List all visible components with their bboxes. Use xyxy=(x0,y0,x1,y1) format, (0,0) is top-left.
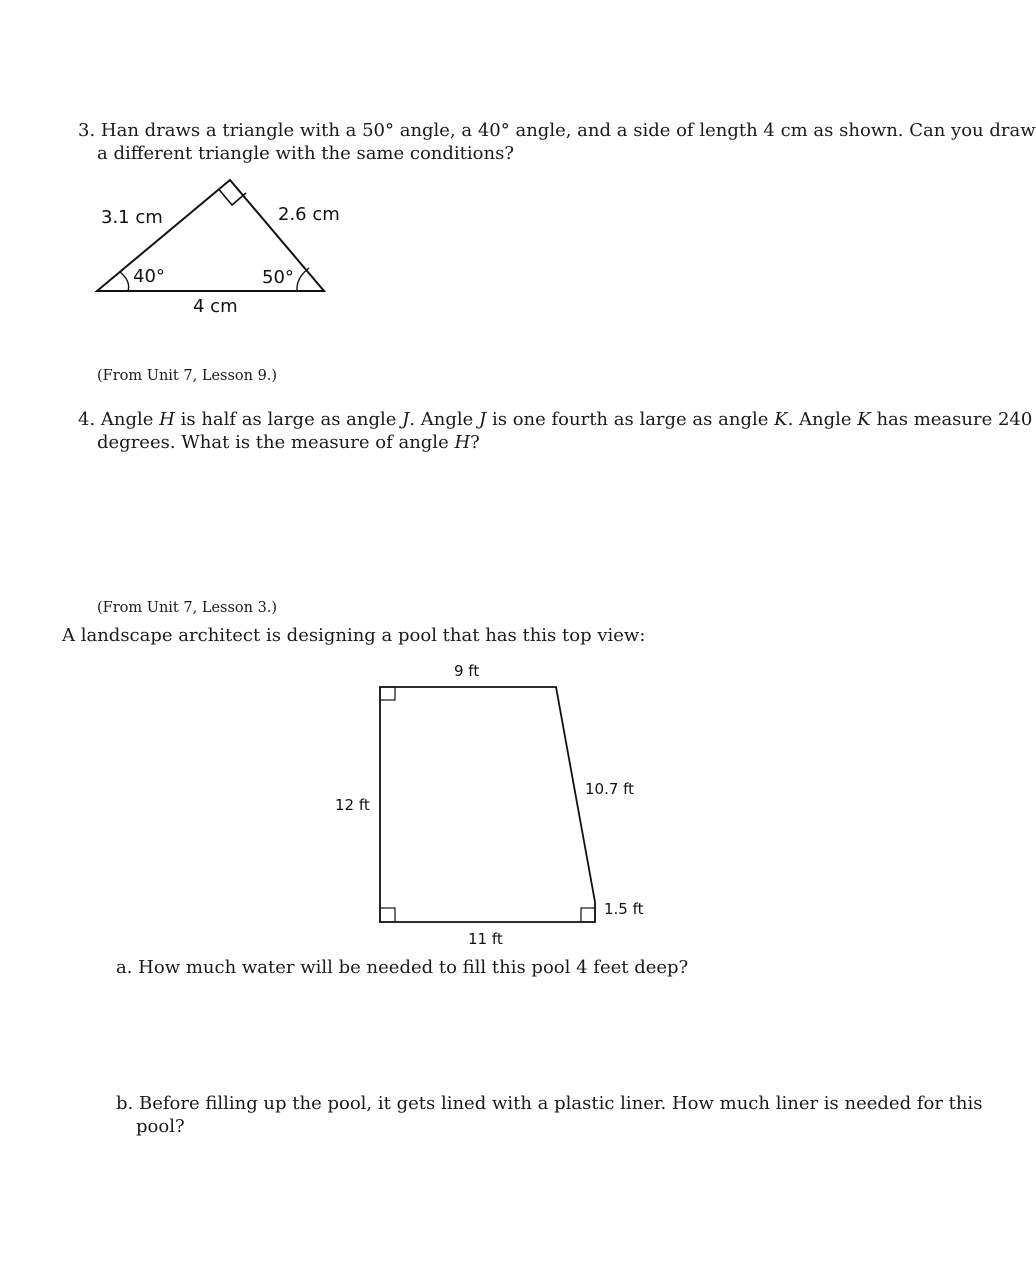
q4-text: . Angle xyxy=(787,409,858,430)
tri-right-angle-label: 50° xyxy=(262,267,294,288)
tri-right-side-label: 2.6 cm xyxy=(278,204,340,225)
tri-left-angle-label: 40° xyxy=(133,266,165,287)
q4-text: degrees. What is the measure of angle xyxy=(97,432,455,453)
pool-bottom-label: 11 ft xyxy=(468,930,503,948)
q3-number: 3. xyxy=(78,120,96,141)
q4-text: is one fourth as large as angle xyxy=(486,409,775,430)
angle-k-var: K xyxy=(857,409,871,430)
angle-h-var: H xyxy=(454,432,471,453)
angle-j-var: J xyxy=(402,409,410,430)
angle-h-var: H xyxy=(159,409,175,430)
q5-part-b-line1: b. Before filling up the pool, it gets lined with a plastic liner. How much liner is needed for this xyxy=(116,1093,983,1114)
pool-short-right-label: 1.5 ft xyxy=(604,900,644,918)
pool-slant-label: 10.7 ft xyxy=(585,780,635,798)
q4-text: . Angle xyxy=(409,409,480,430)
q4-source: (From Unit 7, Lesson 3.) xyxy=(97,600,278,616)
right-angle-mark-bottom-right xyxy=(581,908,595,922)
tri-base-label: 4 cm xyxy=(193,296,238,317)
angle-k-var: K xyxy=(774,409,788,430)
q3-source: (From Unit 7, Lesson 9.) xyxy=(97,368,278,384)
pool-outline xyxy=(380,687,595,922)
tri-left-side-label: 3.1 cm xyxy=(101,207,163,228)
q4-text: is half as large as angle xyxy=(174,409,403,430)
right-angle-mark-top-left xyxy=(380,687,395,700)
pool-left-label: 12 ft xyxy=(335,796,370,814)
q5-part-b-line2: pool? xyxy=(136,1116,185,1137)
q3-text-line2: a different triangle with the same conditions? xyxy=(97,143,514,164)
angle-j-var: J xyxy=(479,409,487,430)
q5-intro: A landscape architect is designing a pool that has this top view: xyxy=(62,625,646,646)
q5-part-a: a. How much water will be needed to fill this pool 4 feet deep? xyxy=(116,957,689,978)
right-angle-mark-bottom-left xyxy=(380,908,395,922)
pool-top-label: 9 ft xyxy=(454,662,480,680)
q4-number: 4. xyxy=(78,409,96,430)
q4-text: ? xyxy=(470,432,480,453)
q3-text-line1: Han draws a triangle with a 50° angle, a 40° angle, and a side of length 4 cm as shown. Can you draw xyxy=(100,120,1036,141)
q4-text: Angle xyxy=(100,409,160,430)
q4-text: has measure 240 xyxy=(870,409,1033,430)
